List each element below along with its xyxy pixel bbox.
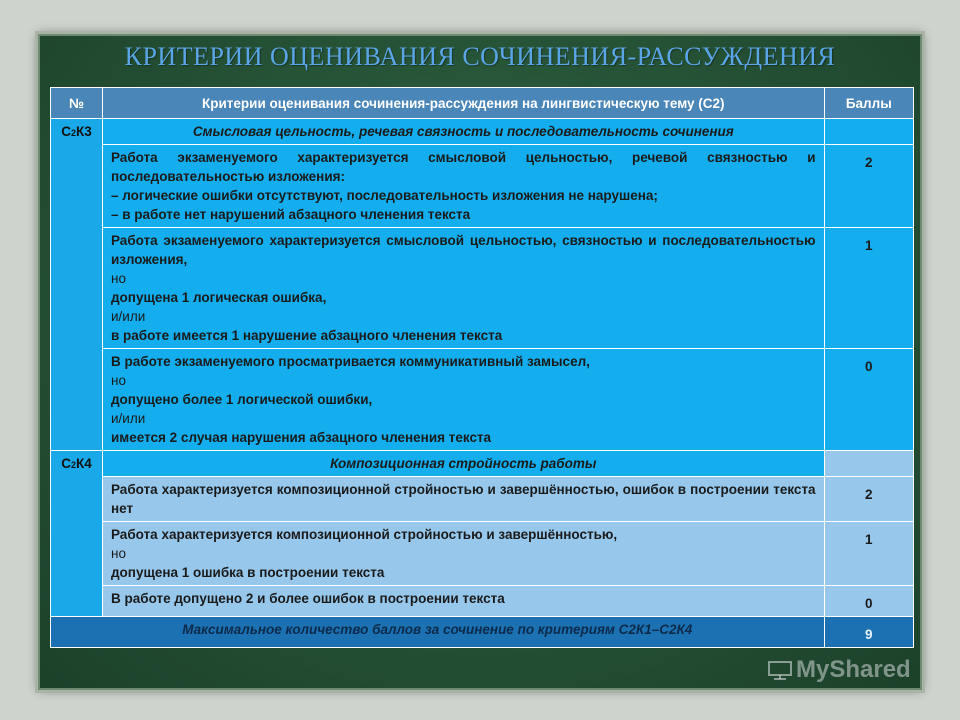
- description-line: допущено более 1 логической ошибки,: [110, 392, 373, 407]
- criteria-table: [50, 87, 914, 648]
- footer-score: 9: [824, 617, 913, 648]
- section-title: Смысловая цельность, речевая связность и последовательность сочинения: [102, 119, 824, 145]
- description-line: допущена 1 логическая ошибка,: [110, 290, 327, 305]
- description-line: имеется 2 случая нарушения абзацного членения текста: [110, 430, 492, 445]
- description-line: Работа экзаменуемого характеризуется смысловой цельностью, связностью и последовательностью изложения,: [110, 233, 816, 267]
- description-line: Работа характеризуется композиционной стройностью и завершённостью, ошибок в построении текста нет: [110, 482, 816, 516]
- criterion-description: [102, 228, 824, 349]
- section-row: [51, 119, 914, 145]
- table-row: [51, 477, 914, 522]
- table-header-row: [51, 88, 914, 119]
- conjunction-text: но: [110, 271, 126, 286]
- criterion-description: [102, 145, 824, 228]
- conjunction-text: но: [110, 373, 126, 388]
- table-row: [51, 586, 914, 617]
- conjunction-text: но: [110, 546, 126, 561]
- header-criteria: Критерии оценивания сочинения-рассуждения на лингвистическую тему (С2): [102, 88, 824, 119]
- table-row: [51, 349, 914, 451]
- section-score-empty: [824, 119, 913, 145]
- conjunction-text: и/или: [110, 411, 146, 426]
- criterion-code: [51, 451, 103, 617]
- criterion-code-prefix: С: [61, 456, 71, 471]
- header-num: №: [51, 88, 103, 119]
- score-cell: 0: [824, 349, 913, 451]
- description-line: – в работе нет нарушений абзацного членения текста: [110, 207, 471, 222]
- criterion-code-prefix: С: [61, 124, 71, 139]
- watermark-text: MyShared: [796, 656, 911, 683]
- score-cell: 2: [824, 145, 913, 228]
- description-line: В работе допущено 2 и более ошибок в построении текста: [110, 591, 505, 606]
- score-cell: 2: [824, 477, 913, 522]
- criterion-code-sub: 2: [70, 460, 76, 470]
- section-title: Композиционная стройность работы: [102, 451, 824, 477]
- score-cell: 1: [824, 522, 913, 586]
- score-cell: 0: [824, 586, 913, 617]
- description-line: – логические ошибки отсутствуют, последовательность изложения не нарушена;: [110, 188, 658, 203]
- criterion-code-suffix: К3: [76, 124, 92, 139]
- table-row: [51, 522, 914, 586]
- watermark: [768, 656, 911, 684]
- criterion-code: [51, 119, 103, 451]
- criterion-description: [102, 349, 824, 451]
- table-body: [51, 119, 914, 617]
- table-row: [51, 145, 914, 228]
- header-score: Баллы: [824, 88, 913, 119]
- footer-text: Максимальное количество баллов за сочинение по критериям С2К1–С2К4: [51, 617, 825, 648]
- footer-row: [51, 617, 914, 648]
- score-cell: 1: [824, 228, 913, 349]
- criterion-description: [102, 477, 824, 522]
- section-row: [51, 451, 914, 477]
- page-title: КРИТЕРИИ ОЦЕНИВАНИЯ СОЧИНЕНИЯ-РАССУЖДЕНИЯ: [124, 42, 836, 71]
- criterion-description: [102, 586, 824, 617]
- description-line: Работа экзаменуемого характеризуется смысловой цельностью, речевой связностью и последовательностью изложения:: [110, 150, 816, 184]
- section-score-empty: [824, 451, 913, 477]
- presentation-icon: [768, 660, 792, 680]
- description-line: в работе имеется 1 нарушение абзацного членения текста: [110, 328, 503, 343]
- description-line: В работе экзаменуемого просматривается коммуникативный замысел,: [110, 354, 590, 369]
- criterion-description: [102, 522, 824, 586]
- conjunction-text: и/или: [110, 309, 146, 324]
- table-row: [51, 228, 914, 349]
- criterion-code-sub: 2: [70, 128, 76, 138]
- criterion-code-suffix: К4: [76, 456, 92, 471]
- description-line: Работа характеризуется композиционной стройностью и завершённостью,: [110, 527, 618, 542]
- description-line: допущена 1 ошибка в построении текста: [110, 565, 385, 580]
